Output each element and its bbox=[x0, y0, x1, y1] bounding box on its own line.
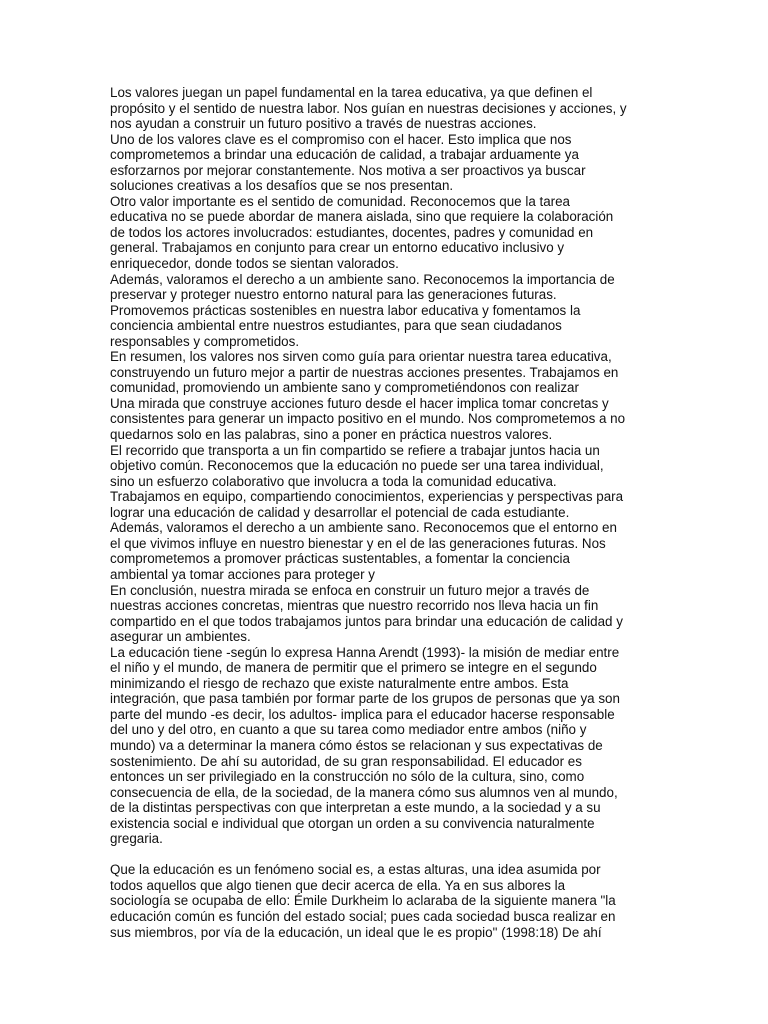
text-line: Los valores juegan un papel fundamental en la tarea educativa, ya que definen el bbox=[110, 85, 593, 100]
text-line: entonces un ser privilegiado en la construcción no sólo de la cultura, sino, como bbox=[110, 769, 585, 785]
text-line: educación común es función del estado social; pues cada sociedad busca realizar en bbox=[110, 908, 616, 924]
text-line: Que la educación es un fenómeno social es, a estas alturas, una idea asumida por bbox=[110, 862, 601, 878]
text-line: enriquecedor, donde todos se sientan valorados. bbox=[110, 256, 399, 272]
text-line: nuestras acciones concretas, mientras que nuestro recorrido nos lleva hacia un fin bbox=[110, 598, 599, 614]
text-line: de la distintas perspectivas con que interpretan a este mundo, a la sociedad y a su bbox=[110, 800, 601, 816]
text-line: Una mirada que construye acciones futuro desde el hacer implica tomar concretas y bbox=[110, 395, 609, 411]
document-body bbox=[110, 85, 660, 940]
text-line: Promovemos prácticas sostenibles en nuestra labor educativa y fomentamos la bbox=[110, 302, 581, 318]
text-line: todos aquellos que algo tienen que decir acerca de ella. Ya en sus albores la bbox=[110, 877, 566, 893]
text-line: En conclusión, nuestra mirada se enfoca en construir un futuro mejor a través de bbox=[110, 582, 590, 598]
text-line: construyendo un futuro mejor a partir de nuestras acciones presentes. Trabajamos en bbox=[110, 364, 619, 380]
text-line: el niño y el mundo, de manera de permitir que el primero se integre en el segundo bbox=[110, 660, 597, 676]
text-line: nos ayudan a construir un futuro positivo a través de nuestras acciones. bbox=[110, 116, 537, 132]
text-line: asegurar un ambientes. bbox=[110, 629, 251, 645]
text-line: sino un esfuerzo colaborativo que involucra a toda la comunidad educativa. bbox=[110, 473, 557, 489]
text-line: propósito y el sentido de nuestra labor. Nos guían en nuestras decisiones y acciones, y bbox=[110, 100, 627, 116]
text-line: el que vivimos influye en nuestro bienestar y en el de las generaciones futuras. Nos bbox=[110, 535, 606, 551]
text-line: sociología se ocupaba de ello: Émile Durkheim lo aclaraba de la siguiente manera "la bbox=[110, 893, 616, 909]
text-line: sus miembros, por vía de la educación, un ideal que le es propio" (1998:18) De ahí bbox=[110, 924, 602, 940]
text-line: comprometemos a promover prácticas sustentables, a fomentar la conciencia bbox=[110, 551, 570, 567]
text-line: educativa no se puede abordar de manera aislada, sino que requiere la colaboración bbox=[110, 209, 614, 225]
text-line: de todos los actores involucrados: estudiantes, docentes, padres y comunidad en bbox=[110, 224, 594, 240]
text-line: El recorrido que transporta a un fin compartido se refiere a trabajar juntos hacia un bbox=[110, 442, 600, 458]
text-line: comunidad, promoviendo un ambiente sano y comprometiéndonos con realizar bbox=[110, 380, 579, 396]
text-line: preservar y proteger nuestro entorno natural para las generaciones futuras. bbox=[110, 287, 557, 303]
text-line: responsables y comprometidos. bbox=[110, 333, 300, 349]
text-line: La educación tiene -según lo expresa Hanna Arendt (1993)- la misión de mediar entre bbox=[110, 644, 620, 660]
text-line: compartido en el que todos trabajamos juntos para brindar una educación de calidad y bbox=[110, 613, 623, 629]
text-line: esforzarnos por mejorar constantemente. Nos motiva a ser proactivos ya buscar bbox=[110, 162, 586, 178]
text-line: Además, valoramos el derecho a un ambiente sano. Reconocemos que el entorno en bbox=[110, 520, 617, 536]
text-line: comprometemos a brindar una educación de calidad, a trabajar arduamente ya bbox=[110, 147, 579, 163]
text-line: parte del mundo -es decir, los adultos- implica para el educador hacerse responsable bbox=[110, 706, 615, 722]
text-line: integración, que pasa también por formar parte de los grupos de personas que ya son bbox=[110, 691, 620, 707]
text-line: general. Trabajamos en conjunto para crear un entorno educativo inclusivo y bbox=[110, 240, 565, 256]
text-line: consecuencia de ella, de la sociedad, de la manera cómo sus alumnos ven al mundo, bbox=[110, 784, 618, 800]
text-line: Trabajamos en equipo, compartiendo conocimientos, experiencias y perspectivas para bbox=[110, 489, 624, 505]
text-line: soluciones creativas a los desafíos que se nos presentan. bbox=[110, 178, 454, 194]
text-line: En resumen, los valores nos sirven como guía para orientar nuestra tarea educativa, bbox=[110, 349, 612, 365]
text-line: consistentes para generar un impacto positivo en el mundo. Nos comprometemos a no bbox=[110, 411, 626, 427]
text-line: existencia social e individual que otorgan un orden a su convivencia naturalmente bbox=[110, 815, 595, 831]
text-line: mundo) va a determinar la manera cómo éstos se relacionan y sus expectativas de bbox=[110, 737, 603, 753]
text-line: ambiental ya tomar acciones para proteger y bbox=[110, 566, 375, 582]
text-line: lograr una educación de calidad y desarrollar el potencial de cada estudiante. bbox=[110, 504, 570, 520]
text-line: objetivo común. Reconocemos que la educación no puede ser una tarea individual, bbox=[110, 458, 604, 474]
text-line: gregaria. bbox=[110, 831, 163, 847]
text-line: Además, valoramos el derecho a un ambiente sano. Reconocemos la importancia de bbox=[110, 271, 615, 287]
paragraph-gap bbox=[110, 847, 660, 863]
text-line: sostenimiento. De ahí su autoridad, de su gran responsabilidad. El educador es bbox=[110, 753, 582, 769]
text-line: Otro valor importante es el sentido de comunidad. Reconocemos que la tarea bbox=[110, 193, 571, 209]
text-line: Uno de los valores clave es el compromiso con el hacer. Esto implica que nos bbox=[110, 131, 572, 147]
text-line: quedarnos solo en las palabras, sino a poner en práctica nuestros valores. bbox=[110, 427, 553, 443]
text-line: del uno y del otro, en cuanto a que su tarea como mediador entre ambos (niño y bbox=[110, 722, 587, 738]
text-line: conciencia ambiental entre nuestros estudiantes, para que sean ciudadanos bbox=[110, 318, 562, 334]
text-line: minimizando el riesgo de rechazo que existe naturalmente entre ambos. Esta bbox=[110, 675, 569, 691]
